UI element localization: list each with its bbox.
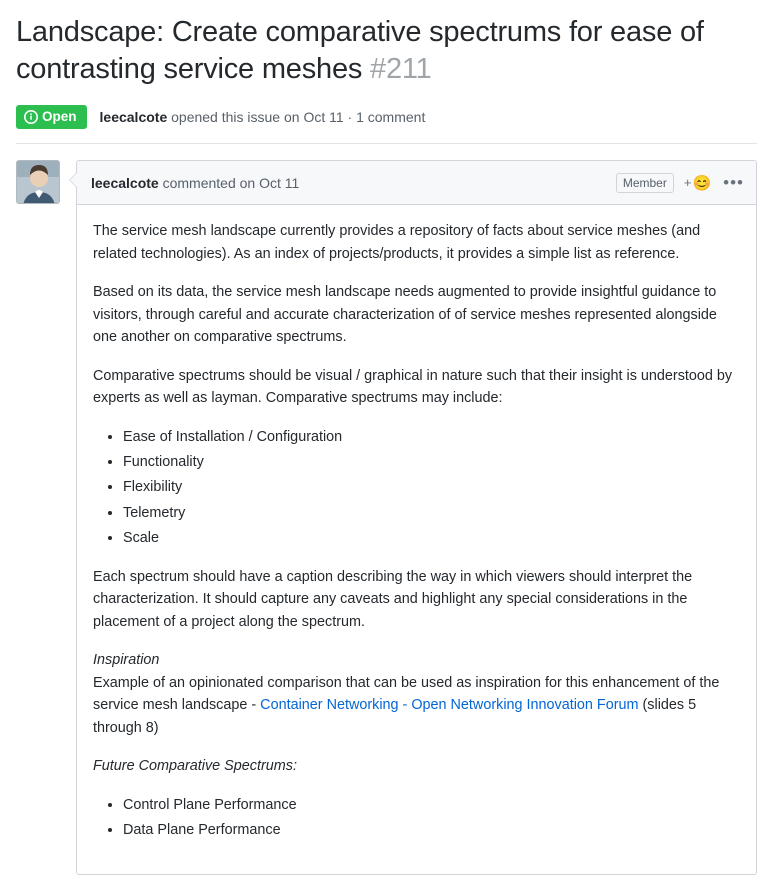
paragraph-4: Each spectrum should have a caption describing the way in which viewers should interpret the characterization. It should capture any caveats and highlight any special considerations in the placement of a project along the spectrum.: [93, 568, 693, 630]
comment-header: [77, 161, 756, 205]
inspiration-text-pre: Example of an opinionated comparison that can be used as inspiration for this enhancement of the service mesh landscape -: [93, 674, 720, 714]
list-item: • Telemetry: [123, 502, 740, 524]
list-item: • Control Plane Performance: [123, 794, 740, 816]
paragraph-2: Based on its data, the service mesh landscape needs augmented to provide insightful guidance to visitors, through careful and accurate characterization of of service meshes represented alongside one another on comparative spectrums.: [93, 284, 717, 346]
issue-meta-detail: opened this issue on Oct 11 · 1 comment: [167, 108, 426, 125]
comment-header-text: [91, 175, 299, 191]
inspiration-link[interactable]: Container Networking - Open Networking Innovation Forum: [260, 697, 639, 714]
issue-meta-row: [16, 105, 757, 144]
member-badge: Member: [616, 173, 674, 193]
add-reaction-plus: +: [683, 175, 692, 191]
inspiration-paragraph: [93, 672, 740, 739]
issue-title-text: Landscape: Create comparative spectrums for ease of contrasting service meshes: [16, 16, 704, 86]
avatar[interactable]: [16, 160, 60, 204]
inspiration-text-post: (slides 5 through 8): [93, 697, 697, 736]
comment-timestamp: commented on Oct 11: [158, 174, 300, 191]
page-title: [16, 14, 757, 88]
future-heading-text: Future Comparative Spectrums:: [93, 758, 297, 775]
inspiration-heading: [93, 649, 740, 671]
list-item: • Scale: [123, 527, 740, 549]
comment-thread: [16, 160, 757, 874]
add-reaction-button[interactable]: [684, 174, 711, 192]
list-item: • Functionality: [123, 451, 740, 473]
status-badge: [16, 105, 87, 129]
status-badge-label: Open: [42, 109, 77, 125]
future-spectrum-list: [93, 794, 740, 842]
comment-menu-button[interactable]: •••: [723, 173, 744, 193]
comment-box: [76, 160, 757, 874]
list-item: • Flexibility: [123, 476, 740, 498]
list-item: • Ease of Installation / Configuration: [123, 426, 740, 448]
comment-author-link[interactable]: leecalcote: [91, 174, 159, 191]
spectrum-list: [93, 426, 740, 550]
comment-body: [77, 205, 756, 873]
paragraph-1: The service mesh landscape currently provides a repository of facts about service meshes (and related technologies). As an index of projects/products, it provides a simple list as reference.: [93, 223, 701, 262]
list-item: • Data Plane Performance: [123, 819, 740, 841]
issue-author-link[interactable]: leecalcote: [99, 108, 168, 125]
issue-number: #211: [370, 53, 432, 86]
issue-opened-icon: [24, 110, 38, 124]
smiley-icon: 😊: [692, 174, 712, 192]
future-heading: [93, 755, 740, 777]
paragraph-3: Comparative spectrums should be visual / graphical in nature such that their insight is understood by experts as well as layman. Comparative spectrums may include:: [93, 367, 733, 407]
issue-meta-text: [100, 107, 426, 128]
inspiration-heading-text: Inspiration: [93, 652, 160, 669]
